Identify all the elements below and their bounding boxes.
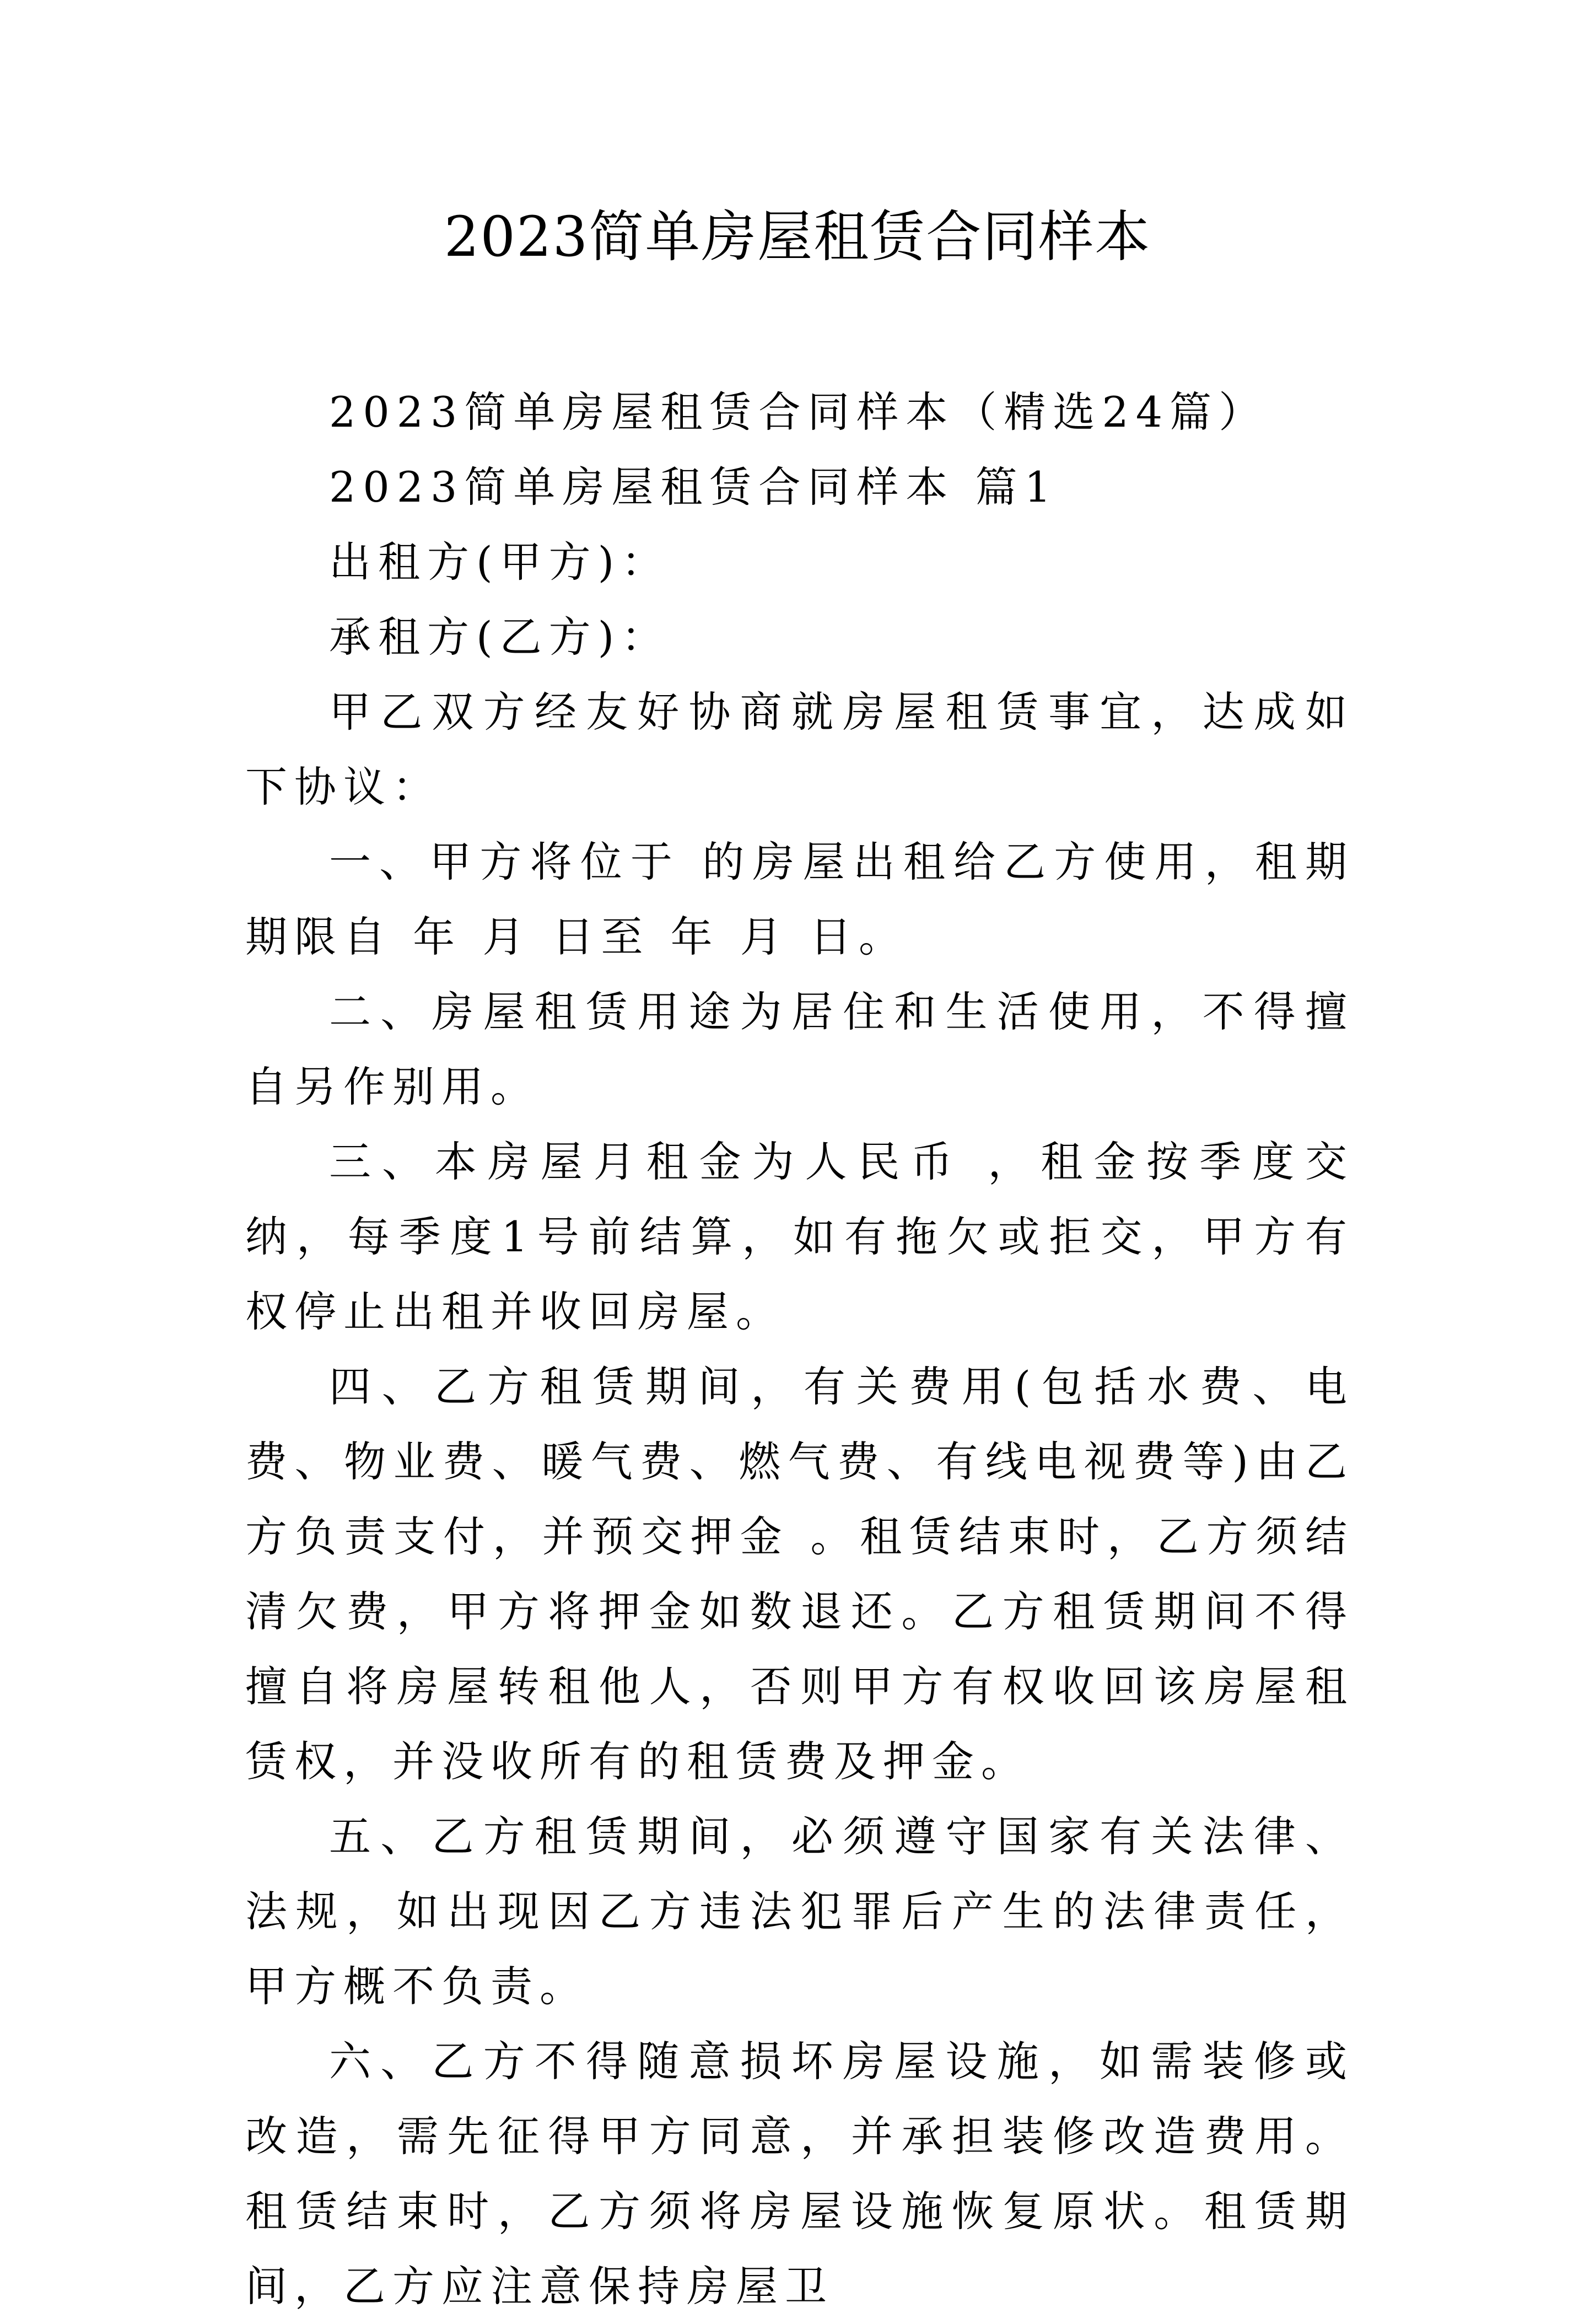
paragraph-lessor: 出租方(甲方)： — [329, 537, 671, 587]
paragraph-clause-4: 四、乙方租赁期间，有关费用(包括水费、电费、物业费、暖气费、燃气费、有线电视费等)由乙方负责支付，并预交押金 。租赁结束时，乙方须结清欠费，甲方将押金如数退还。乙方租赁期间不得擅自将房屋转租他人，否则甲方有权收回该房屋租赁权，并没收所有的租赁费及押金。 — [245, 1362, 1354, 1786]
paragraph-lessee: 承租方(乙方)： — [329, 612, 671, 661]
paragraph-clause-6: 六、乙方不得随意损坏房屋设施，如需装修或改造，需先征得甲方同意，并承担装修改造费用。租赁结束时，乙方须将房屋设施恢复原状。租赁期间，乙方应注意保持房屋卫 — [245, 2037, 1354, 2311]
paragraph-clause-5: 五、乙方租赁期间，必须遵守国家有关法律、法规，如出现因乙方违法犯罪后产生的法律责任，甲方概不负责。 — [245, 1812, 1354, 2011]
paragraph-clause-2: 二、房屋租赁用途为居住和生活使用，不得擅自另作别用。 — [245, 987, 1354, 1111]
paragraph-subtitle: 2023简单房屋租赁合同样本（精选24篇） — [329, 388, 1268, 437]
document-body — [245, 375, 1354, 2324]
document-title: 2023简单房屋租赁合同样本 — [444, 205, 1151, 269]
paragraph-agreement-intro: 甲乙双方经友好协商就房屋租赁事宜，达成如下协议： — [245, 687, 1354, 811]
paragraph-clause-1: 一、甲方将位于 的房屋出租给乙方使用，租期期限自 年 月 日至 年 月 日。 — [245, 837, 1354, 961]
paragraph-section-heading: 2023简单房屋租赁合同样本 篇1 — [329, 462, 1058, 512]
paragraph-clause-3: 三、本房屋月租金为人民币 ，租金按季度交纳，每季度1号前结算，如有拖欠或拒交，甲方有权停止出租并收回房屋。 — [245, 1137, 1354, 1336]
